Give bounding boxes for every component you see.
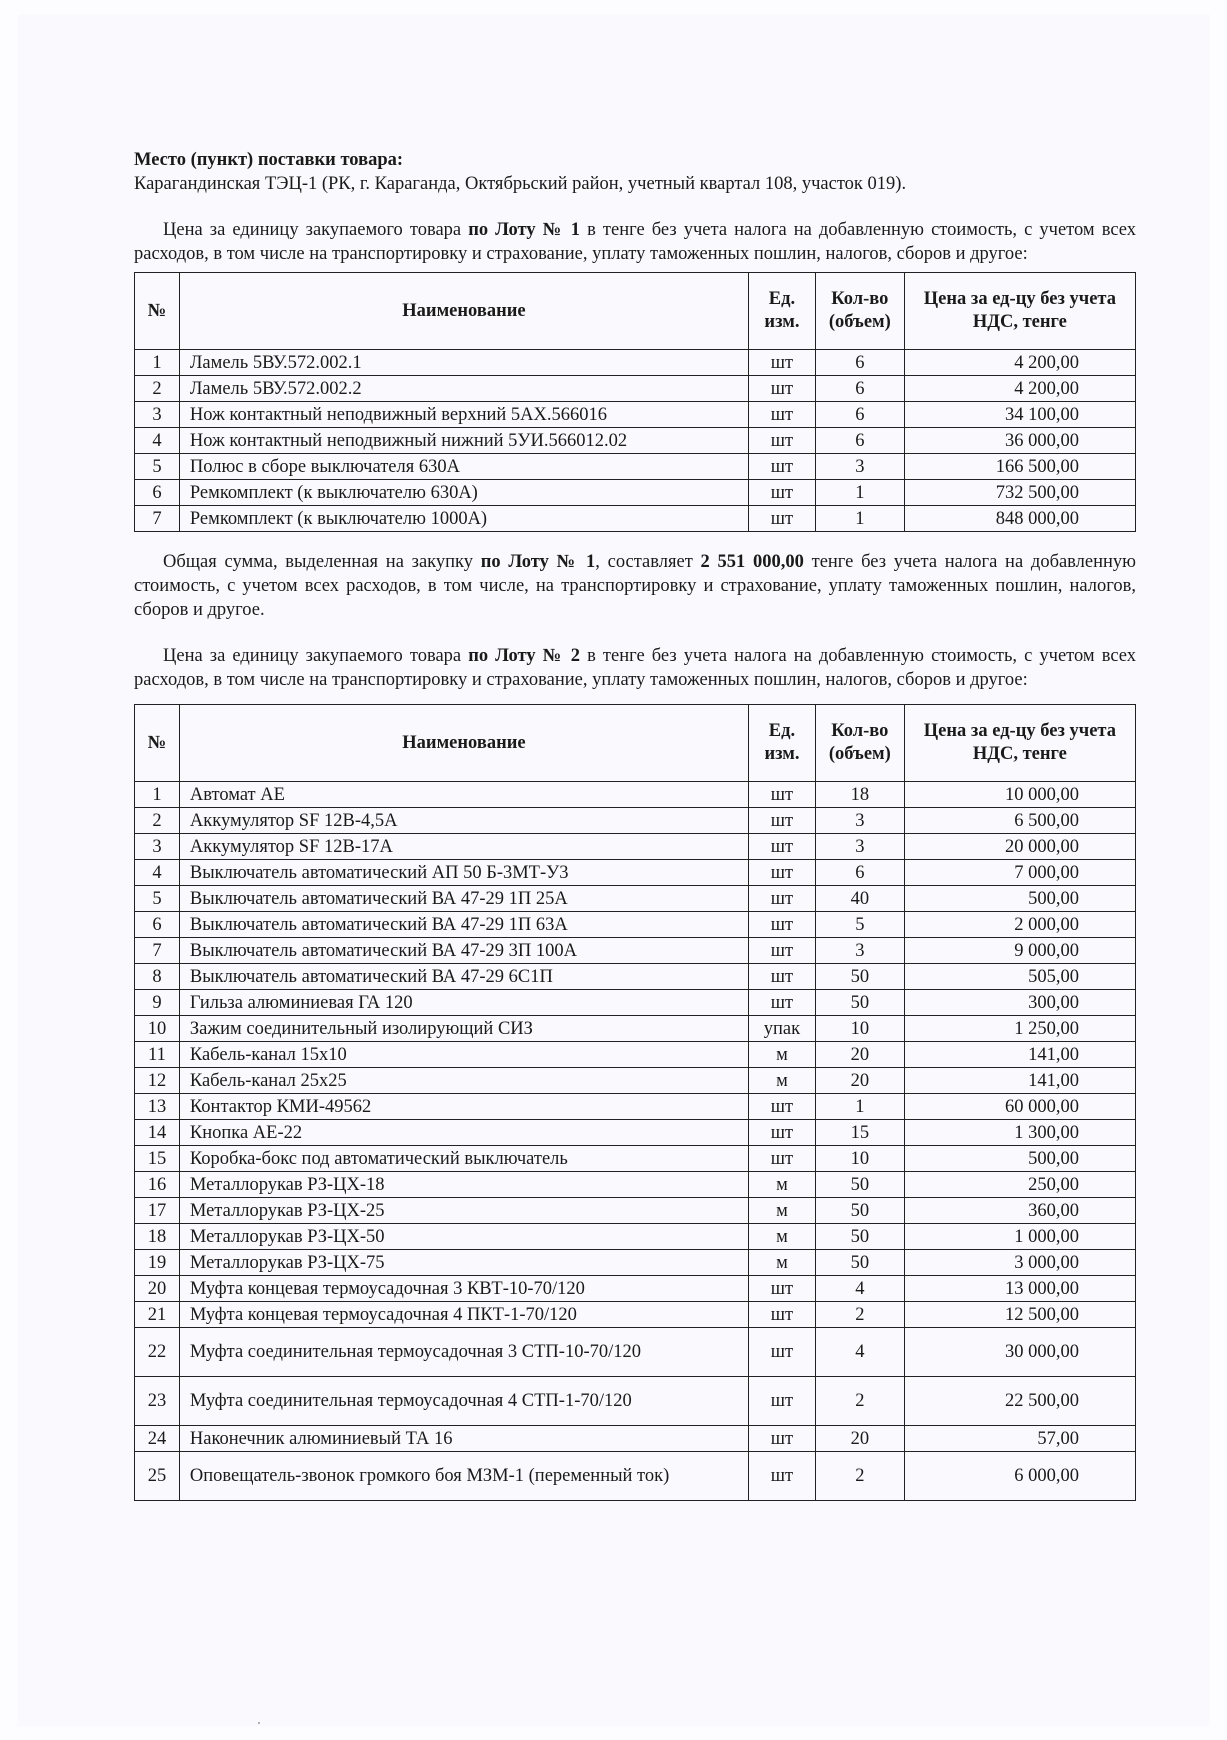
- unit-price: 6 500,00: [904, 808, 1135, 834]
- item-name: Аккумулятор SF 12В-17А: [179, 834, 748, 860]
- quantity: 4: [815, 1328, 904, 1377]
- item-name: Оповещатель-звонок громкого боя МЗМ-1 (переменный ток): [179, 1452, 748, 1501]
- table-row: [135, 808, 1136, 834]
- unit-of-measure: шт: [749, 506, 816, 532]
- item-name: Автомат АЕ: [179, 782, 748, 808]
- unit-of-measure: шт: [749, 480, 816, 506]
- table-row: [135, 1198, 1136, 1224]
- unit-of-measure: м: [749, 1172, 816, 1198]
- table-row: [135, 938, 1136, 964]
- row-number: 15: [135, 1146, 180, 1172]
- table-row: [135, 1016, 1136, 1042]
- unit-price: 6 000,00: [904, 1452, 1135, 1501]
- unit-of-measure: м: [749, 1198, 816, 1224]
- unit-price: 36 000,00: [904, 428, 1135, 454]
- table-row: [135, 454, 1136, 480]
- quantity: 20: [815, 1068, 904, 1094]
- header-num: №: [135, 705, 180, 782]
- unit-price: 1 300,00: [904, 1120, 1135, 1146]
- item-name: Металлорукав РЗ-ЦХ-25: [179, 1198, 748, 1224]
- unit-of-measure: шт: [749, 1120, 816, 1146]
- unit-of-measure: шт: [749, 454, 816, 480]
- unit-price: 7 000,00: [904, 860, 1135, 886]
- lot2-intro: Цена за единицу закупаемого товара по Лоту № 2 в тенге без учета налога на добавленную стоимость, с учетом всех расходов, в том числе на транспортировку и страхование, уплату таможенных пошлин, налогов, сборов и другое:: [134, 646, 1136, 690]
- unit-of-measure: шт: [749, 1426, 816, 1452]
- item-name: Кнопка АЕ-22: [179, 1120, 748, 1146]
- lot1-rows: [135, 350, 1136, 532]
- quantity: 20: [815, 1426, 904, 1452]
- table-row: [135, 1302, 1136, 1328]
- item-name: Кабель-канал 25х25: [179, 1068, 748, 1094]
- table-row: [135, 350, 1136, 376]
- row-number: 3: [135, 834, 180, 860]
- unit-of-measure: шт: [749, 990, 816, 1016]
- header-qty: Кол-во (объем): [815, 705, 904, 782]
- quantity: 3: [815, 834, 904, 860]
- header-price: Цена за ед-цу без учета НДС, тенге: [904, 273, 1135, 350]
- item-name: Муфта соединительная термоусадочная 3 СТП-10-70/120: [179, 1328, 748, 1377]
- lot2-label: по Лоту № 2: [468, 646, 581, 666]
- item-name: Ламель 5ВУ.572.002.2: [179, 376, 748, 402]
- row-number: 23: [135, 1377, 180, 1426]
- item-name: Муфта концевая термоусадочная 4 ПКТ-1-70/120: [179, 1302, 748, 1328]
- table-row: [135, 1068, 1136, 1094]
- quantity: 1: [815, 480, 904, 506]
- unit-price: 3 000,00: [904, 1250, 1135, 1276]
- row-number: 19: [135, 1250, 180, 1276]
- quantity: 6: [815, 350, 904, 376]
- item-name: Зажим соединительный изолирующий СИЗ: [179, 1016, 748, 1042]
- quantity: 6: [815, 402, 904, 428]
- quantity: 6: [815, 428, 904, 454]
- table-row: [135, 480, 1136, 506]
- unit-of-measure: шт: [749, 428, 816, 454]
- table-row: [135, 376, 1136, 402]
- table-row: [135, 964, 1136, 990]
- item-name: Наконечник алюминиевый ТА 16: [179, 1426, 748, 1452]
- header-unit: Ед. изм.: [749, 705, 816, 782]
- table-row: [135, 782, 1136, 808]
- item-name: Металлорукав РЗ-ЦХ-18: [179, 1172, 748, 1198]
- unit-of-measure: шт: [749, 834, 816, 860]
- row-number: 20: [135, 1276, 180, 1302]
- quantity: 3: [815, 938, 904, 964]
- header-price: Цена за ед-цу без учета НДС, тенге: [904, 705, 1135, 782]
- delivery-place-heading: Место (пункт) поставки товара:: [134, 150, 404, 170]
- header-name: Наименование: [179, 273, 748, 350]
- unit-of-measure: упак: [749, 1016, 816, 1042]
- quantity: 3: [815, 808, 904, 834]
- table-row: [135, 886, 1136, 912]
- unit-price: 505,00: [904, 964, 1135, 990]
- row-number: 11: [135, 1042, 180, 1068]
- item-name: Ламель 5ВУ.572.002.1: [179, 350, 748, 376]
- table-row: [135, 1172, 1136, 1198]
- table-row: [135, 1120, 1136, 1146]
- quantity: 20: [815, 1042, 904, 1068]
- unit-of-measure: шт: [749, 1302, 816, 1328]
- unit-of-measure: шт: [749, 1377, 816, 1426]
- row-number: 22: [135, 1328, 180, 1377]
- table-row: [135, 1452, 1136, 1501]
- item-name: Металлорукав РЗ-ЦХ-75: [179, 1250, 748, 1276]
- quantity: 15: [815, 1120, 904, 1146]
- quantity: 3: [815, 454, 904, 480]
- lot1-label: по Лоту № 1: [468, 220, 581, 240]
- item-name: Нож контактный неподвижный нижний 5УИ.566012.02: [179, 428, 748, 454]
- table-row: [135, 1276, 1136, 1302]
- quantity: 10: [815, 1016, 904, 1042]
- row-number: 13: [135, 1094, 180, 1120]
- unit-of-measure: шт: [749, 912, 816, 938]
- unit-of-measure: шт: [749, 886, 816, 912]
- table-row: [135, 990, 1136, 1016]
- item-name: Выключатель автоматический ВА 47-29 6С1П: [179, 964, 748, 990]
- quantity: 4: [815, 1276, 904, 1302]
- unit-price: 250,00: [904, 1172, 1135, 1198]
- row-number: 4: [135, 860, 180, 886]
- unit-price: 4 200,00: [904, 350, 1135, 376]
- header-unit: Ед. изм.: [749, 273, 816, 350]
- table-header-row: [135, 273, 1136, 350]
- unit-price: 360,00: [904, 1198, 1135, 1224]
- table-row: [135, 1094, 1136, 1120]
- lot1-table: [134, 272, 1136, 532]
- unit-of-measure: шт: [749, 376, 816, 402]
- row-number: 1: [135, 350, 180, 376]
- item-name: Гильза алюминиевая ГА 120: [179, 990, 748, 1016]
- unit-price: 34 100,00: [904, 402, 1135, 428]
- row-number: 18: [135, 1224, 180, 1250]
- unit-price: 848 000,00: [904, 506, 1135, 532]
- unit-price: 500,00: [904, 886, 1135, 912]
- table-row: [135, 506, 1136, 532]
- unit-price: 57,00: [904, 1426, 1135, 1452]
- quantity: 5: [815, 912, 904, 938]
- quantity: 18: [815, 782, 904, 808]
- unit-of-measure: шт: [749, 1328, 816, 1377]
- unit-price: 732 500,00: [904, 480, 1135, 506]
- item-name: Ремкомплект (к выключателю 1000А): [179, 506, 748, 532]
- unit-price: 9 000,00: [904, 938, 1135, 964]
- document-body: [134, 148, 1136, 1501]
- unit-of-measure: шт: [749, 1094, 816, 1120]
- quantity: 10: [815, 1146, 904, 1172]
- unit-of-measure: шт: [749, 964, 816, 990]
- unit-of-measure: шт: [749, 938, 816, 964]
- item-name: Выключатель автоматический ВА 47-29 1П 63А: [179, 912, 748, 938]
- lot2-table: [134, 704, 1136, 1501]
- row-number: 10: [135, 1016, 180, 1042]
- item-name: Выключатель автоматический АП 50 Б-3МТ-У3: [179, 860, 748, 886]
- unit-of-measure: м: [749, 1250, 816, 1276]
- unit-price: 141,00: [904, 1068, 1135, 1094]
- item-name: Выключатель автоматический ВА 47-29 1П 25А: [179, 886, 748, 912]
- unit-price: 22 500,00: [904, 1377, 1135, 1426]
- unit-of-measure: м: [749, 1224, 816, 1250]
- item-name: Нож контактный неподвижный верхний 5АХ.566016: [179, 402, 748, 428]
- unit-price: 30 000,00: [904, 1328, 1135, 1377]
- unit-price: 1 000,00: [904, 1224, 1135, 1250]
- scan-speck: [258, 1722, 260, 1724]
- row-number: 2: [135, 808, 180, 834]
- quantity: 2: [815, 1452, 904, 1501]
- row-number: 9: [135, 990, 180, 1016]
- unit-of-measure: м: [749, 1042, 816, 1068]
- quantity: 50: [815, 1172, 904, 1198]
- header-num: №: [135, 273, 180, 350]
- unit-of-measure: шт: [749, 1146, 816, 1172]
- item-name: Муфта соединительная термоусадочная 4 СТП-1-70/120: [179, 1377, 748, 1426]
- quantity: 50: [815, 1250, 904, 1276]
- lot1-intro: Цена за единицу закупаемого товара по Лоту № 1 в тенге без учета налога на добавленную стоимость, с учетом всех расходов, в том числе на транспортировку и страхование, уплату таможенных пошлин, налогов, сборов и другое:: [134, 220, 1136, 264]
- table-row: [135, 834, 1136, 860]
- row-number: 7: [135, 506, 180, 532]
- row-number: 4: [135, 428, 180, 454]
- row-number: 17: [135, 1198, 180, 1224]
- quantity: 1: [815, 506, 904, 532]
- table-row: [135, 1250, 1136, 1276]
- table-row: [135, 1426, 1136, 1452]
- row-number: 5: [135, 886, 180, 912]
- item-name: Кабель-канал 15х10: [179, 1042, 748, 1068]
- table-row: [135, 1042, 1136, 1068]
- row-number: 5: [135, 454, 180, 480]
- unit-of-measure: шт: [749, 808, 816, 834]
- table-row: [135, 1328, 1136, 1377]
- unit-of-measure: шт: [749, 1276, 816, 1302]
- item-name: Муфта концевая термоусадочная 3 КВТ-10-70/120: [179, 1276, 748, 1302]
- item-name: Аккумулятор SF 12В-4,5А: [179, 808, 748, 834]
- row-number: 7: [135, 938, 180, 964]
- lot1-total-amount: 2 551 000,00: [700, 552, 804, 572]
- table-row: [135, 1146, 1136, 1172]
- unit-price: 12 500,00: [904, 1302, 1135, 1328]
- item-name: Контактор КМИ-49562: [179, 1094, 748, 1120]
- unit-price: 10 000,00: [904, 782, 1135, 808]
- table-row: [135, 860, 1136, 886]
- quantity: 2: [815, 1302, 904, 1328]
- unit-of-measure: м: [749, 1068, 816, 1094]
- unit-of-measure: шт: [749, 782, 816, 808]
- quantity: 50: [815, 1224, 904, 1250]
- lot1-total: Общая сумма, выделенная на закупку по Лоту № 1, составляет 2 551 000,00 тенге без учета налога на добавленную стоимость, с учетом всех расходов, в том числе, на транспортировку и страхование, уплату таможенных пошлин, налогов, сборов и другое.: [134, 552, 1136, 620]
- row-number: 3: [135, 402, 180, 428]
- row-number: 2: [135, 376, 180, 402]
- item-name: Полюс в сборе выключателя 630А: [179, 454, 748, 480]
- unit-of-measure: шт: [749, 402, 816, 428]
- table-row: [135, 402, 1136, 428]
- unit-of-measure: шт: [749, 860, 816, 886]
- unit-of-measure: шт: [749, 350, 816, 376]
- unit-price: 300,00: [904, 990, 1135, 1016]
- row-number: 1: [135, 782, 180, 808]
- unit-price: 500,00: [904, 1146, 1135, 1172]
- row-number: 12: [135, 1068, 180, 1094]
- quantity: 6: [815, 376, 904, 402]
- quantity: 1: [815, 1094, 904, 1120]
- unit-price: 13 000,00: [904, 1276, 1135, 1302]
- table-row: [135, 912, 1136, 938]
- row-number: 21: [135, 1302, 180, 1328]
- table-row: [135, 1377, 1136, 1426]
- header-qty: Кол-во (объем): [815, 273, 904, 350]
- row-number: 8: [135, 964, 180, 990]
- quantity: 50: [815, 1198, 904, 1224]
- row-number: 14: [135, 1120, 180, 1146]
- item-name: Коробка-бокс под автоматический выключатель: [179, 1146, 748, 1172]
- unit-price: 20 000,00: [904, 834, 1135, 860]
- row-number: 25: [135, 1452, 180, 1501]
- row-number: 6: [135, 480, 180, 506]
- quantity: 2: [815, 1377, 904, 1426]
- lot2-rows: [135, 782, 1136, 1501]
- row-number: 24: [135, 1426, 180, 1452]
- delivery-address: Карагандинская ТЭЦ-1 (РК, г. Караганда, Октябрьский район, учетный квартал 108, участок 019).: [134, 174, 907, 194]
- table-row: [135, 1224, 1136, 1250]
- unit-price: 141,00: [904, 1042, 1135, 1068]
- item-name: Металлорукав РЗ-ЦХ-50: [179, 1224, 748, 1250]
- header-name: Наименование: [179, 705, 748, 782]
- unit-price: 4 200,00: [904, 376, 1135, 402]
- item-name: Выключатель автоматический ВА 47-29 3П 100А: [179, 938, 748, 964]
- unit-price: 166 500,00: [904, 454, 1135, 480]
- unit-of-measure: шт: [749, 1452, 816, 1501]
- row-number: 16: [135, 1172, 180, 1198]
- unit-price: 1 250,00: [904, 1016, 1135, 1042]
- table-row: [135, 428, 1136, 454]
- item-name: Ремкомплект (к выключателю 630А): [179, 480, 748, 506]
- quantity: 50: [815, 964, 904, 990]
- quantity: 40: [815, 886, 904, 912]
- row-number: 6: [135, 912, 180, 938]
- quantity: 50: [815, 990, 904, 1016]
- unit-price: 2 000,00: [904, 912, 1135, 938]
- quantity: 6: [815, 860, 904, 886]
- table-header-row: [135, 705, 1136, 782]
- unit-price: 60 000,00: [904, 1094, 1135, 1120]
